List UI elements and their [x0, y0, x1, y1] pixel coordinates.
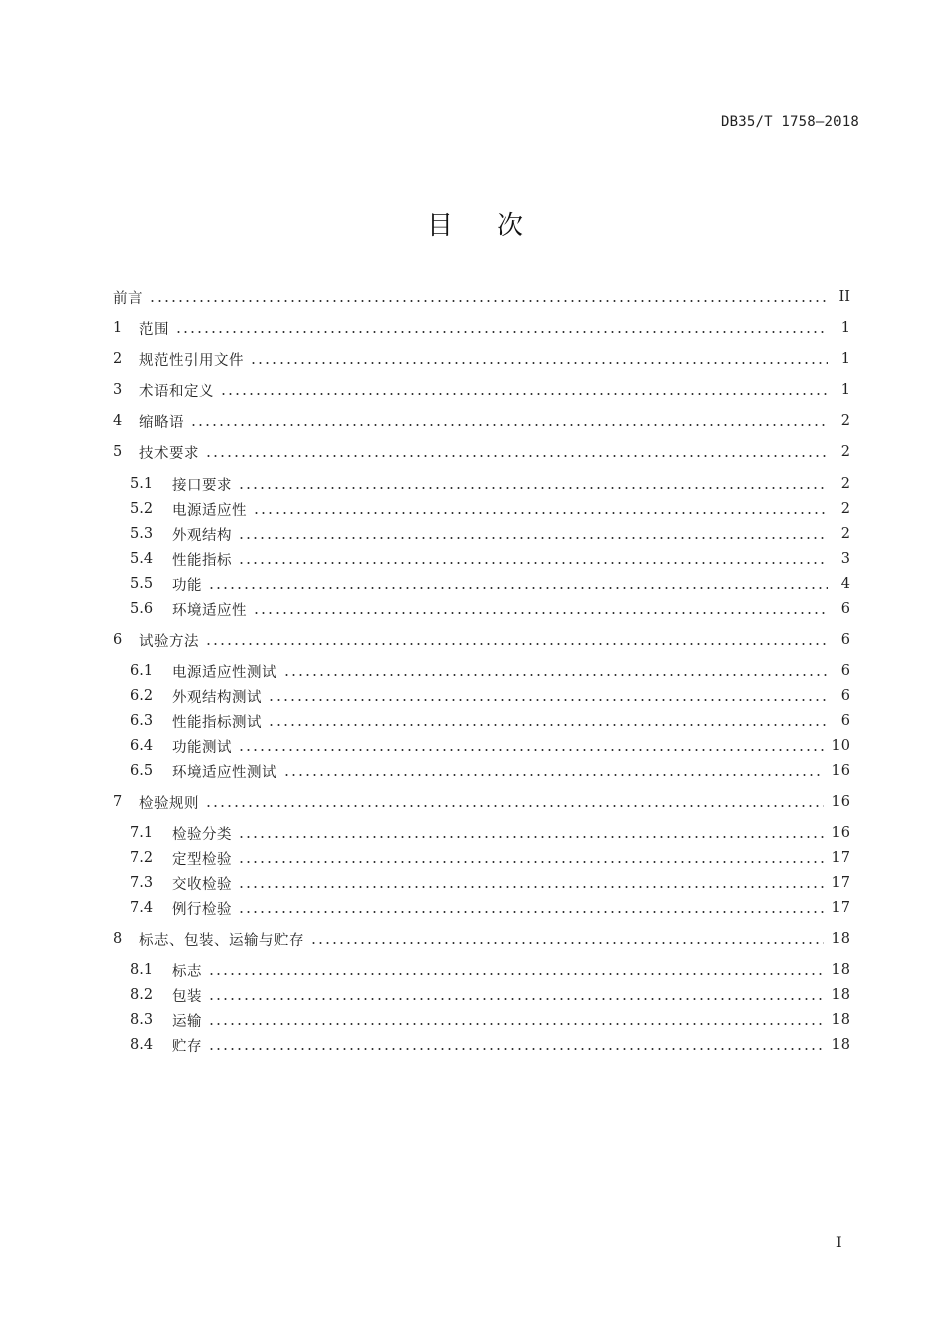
toc-entry-number: 5.3	[130, 526, 154, 542]
toc-leader-dots	[208, 973, 824, 975]
toc-entry-label: 前言	[113, 290, 143, 307]
toc-entry[interactable]	[130, 959, 850, 981]
toc-entry-page: 1	[840, 351, 850, 367]
toc-entry-number: 6.2	[130, 688, 154, 704]
toc-entry-page: 3	[840, 551, 850, 567]
toc-entry-page: 2	[840, 526, 850, 542]
toc-entry[interactable]	[130, 984, 850, 1006]
toc-leader-dots	[238, 861, 824, 863]
toc-entry[interactable]	[113, 441, 850, 463]
toc-entry[interactable]	[113, 928, 850, 950]
toc-entry-label: 运输	[172, 1013, 202, 1030]
page-title: 目次	[426, 211, 567, 241]
toc-entry-label: 功能	[172, 577, 202, 594]
toc-entry-number: 7.4	[130, 900, 154, 916]
toc-entry-page: 17	[831, 875, 850, 891]
toc-entry-number: 7.3	[130, 875, 154, 891]
toc-entry-number: 8.2	[130, 987, 154, 1003]
toc-entry-number: 7.2	[130, 850, 154, 866]
toc-entry-label: 定型检验	[172, 851, 232, 868]
toc-leader-dots	[220, 393, 828, 395]
toc-entry-label: 贮存	[172, 1038, 202, 1055]
toc-entry[interactable]	[130, 822, 850, 844]
toc-entry-label: 术语和定义	[139, 383, 214, 400]
toc-entry-number: 2	[113, 351, 123, 367]
toc-leader-dots	[268, 699, 828, 701]
toc-entry[interactable]	[113, 410, 850, 432]
toc-entry-number: 6.5	[130, 763, 154, 779]
toc-entry-label: 包装	[172, 988, 202, 1005]
toc-entry-label: 性能指标	[172, 552, 232, 569]
toc-entry[interactable]	[130, 847, 850, 869]
toc-leader-dots	[208, 1048, 824, 1050]
toc-leader-dots	[283, 774, 824, 776]
toc-leader-dots	[149, 300, 828, 302]
toc-entry-number: 5.6	[130, 601, 154, 617]
toc-leader-dots	[208, 1023, 824, 1025]
toc-leader-dots	[268, 724, 828, 726]
toc-entry[interactable]	[113, 317, 850, 339]
toc-entry-page: 2	[840, 476, 850, 492]
toc-entry[interactable]	[130, 548, 850, 570]
toc-entry-number: 8.3	[130, 1012, 154, 1028]
toc-leader-dots	[253, 612, 828, 614]
toc-entry-number: 8.1	[130, 962, 154, 978]
toc-entry[interactable]	[113, 629, 850, 651]
toc-entry-page: 2	[840, 501, 850, 517]
toc-entry-page: 4	[840, 576, 850, 592]
toc-entry[interactable]	[130, 760, 850, 782]
toc-leader-dots	[175, 331, 828, 333]
toc-entry-label: 检验分类	[172, 826, 232, 843]
toc-entry-page: 16	[831, 825, 850, 841]
toc-entry-label: 检验规则	[139, 795, 199, 812]
toc-leader-dots	[238, 537, 828, 539]
toc-entry-label: 缩略语	[139, 414, 184, 431]
toc-entry-label: 例行检验	[172, 901, 232, 918]
toc-leader-dots	[253, 512, 828, 514]
toc-entry[interactable]	[130, 735, 850, 757]
toc-leader-dots	[208, 587, 828, 589]
toc-entry[interactable]	[130, 710, 850, 732]
toc-leader-dots	[208, 998, 824, 1000]
toc-entry[interactable]	[130, 897, 850, 919]
toc-entry[interactable]	[130, 660, 850, 682]
toc-entry-label: 标志	[172, 963, 202, 980]
toc-entry-page: 2	[840, 413, 850, 429]
toc-entry-page: 2	[840, 444, 850, 460]
toc-entry[interactable]	[130, 872, 850, 894]
page-number: I	[836, 1235, 842, 1251]
toc-entry-page: 18	[831, 962, 850, 978]
toc-entry-page: 10	[831, 738, 850, 754]
toc-leader-dots	[238, 562, 828, 564]
toc-entry-label: 外观结构测试	[172, 689, 262, 706]
toc-entry-page: 6	[840, 663, 850, 679]
toc-entry-number: 5	[113, 444, 123, 460]
toc-entry-number: 6.1	[130, 663, 154, 679]
toc-entry[interactable]	[113, 791, 850, 813]
toc-entry-page: 1	[840, 382, 850, 398]
toc-entry-label: 外观结构	[172, 527, 232, 544]
toc-entry-page: 18	[831, 987, 850, 1003]
toc-entry-label: 接口要求	[172, 477, 232, 494]
toc-entry[interactable]	[130, 685, 850, 707]
toc-entry-page: 16	[831, 763, 850, 779]
toc-entry-page: 18	[831, 1037, 850, 1053]
toc-entry[interactable]	[130, 573, 850, 595]
toc-entry-number: 4	[113, 413, 123, 429]
toc-entry-label: 功能测试	[172, 739, 232, 756]
toc-entry-label: 性能指标测试	[172, 714, 262, 731]
toc-entry-page: 16	[831, 794, 850, 810]
toc-entry-number: 3	[113, 382, 123, 398]
toc-entry-number: 7	[113, 794, 123, 810]
toc-entry[interactable]	[130, 1034, 850, 1056]
toc-entry-label: 标志、包装、运输与贮存	[139, 932, 304, 949]
toc-entry-label: 范围	[139, 321, 169, 338]
toc-entry-page: 17	[831, 900, 850, 916]
toc-entry[interactable]	[130, 598, 850, 620]
toc-entry-page: 1	[840, 320, 850, 336]
toc-entry-label: 电源适应性测试	[172, 664, 277, 681]
toc-entry[interactable]	[130, 523, 850, 545]
toc-leader-dots	[190, 424, 828, 426]
toc-entry-label: 试验方法	[139, 633, 199, 650]
toc-entry-number: 7.1	[130, 825, 154, 841]
toc-entry-label: 规范性引用文件	[139, 352, 244, 369]
toc-entry-page: 6	[840, 713, 850, 729]
toc-entry-number: 5.1	[130, 476, 154, 492]
toc-entry-number: 6.3	[130, 713, 154, 729]
toc-entry-label: 技术要求	[139, 445, 199, 462]
toc-leader-dots	[250, 362, 828, 364]
toc-entry-label: 电源适应性	[172, 502, 247, 519]
toc-leader-dots	[310, 942, 824, 944]
toc-entry-page: 18	[831, 931, 850, 947]
toc-entry-number: 1	[113, 320, 123, 336]
toc-entry-label: 环境适应性	[172, 602, 247, 619]
toc-entry-number: 6.4	[130, 738, 154, 754]
toc-entry[interactable]	[130, 1009, 850, 1031]
toc-entry[interactable]	[113, 379, 850, 401]
toc-leader-dots	[238, 836, 824, 838]
toc-leader-dots	[238, 911, 824, 913]
toc-entry-number: 5.2	[130, 501, 154, 517]
toc-entry-number: 8.4	[130, 1037, 154, 1053]
toc-leader-dots	[205, 455, 828, 457]
toc-entry-label: 交收检验	[172, 876, 232, 893]
toc-leader-dots	[205, 805, 824, 807]
toc-entry[interactable]	[130, 498, 850, 520]
toc-entry-number: 8	[113, 931, 123, 947]
toc-entry-number: 6	[113, 632, 123, 648]
toc-entry[interactable]	[113, 348, 850, 370]
toc-entry-number: 5.4	[130, 551, 154, 567]
toc-entry-page: II	[838, 289, 850, 305]
toc-leader-dots	[283, 674, 828, 676]
toc-entry-label: 环境适应性测试	[172, 764, 277, 781]
toc-entry[interactable]	[113, 286, 850, 308]
toc-leader-dots	[238, 487, 828, 489]
toc-entry-page: 17	[831, 850, 850, 866]
toc-entry-page: 6	[840, 632, 850, 648]
toc-leader-dots	[205, 643, 828, 645]
toc-leader-dots	[238, 886, 824, 888]
toc-entry-page: 18	[831, 1012, 850, 1028]
toc-leader-dots	[238, 749, 824, 751]
toc-entry-page: 6	[840, 688, 850, 704]
toc-entry-page: 6	[840, 601, 850, 617]
document-code: DB35/T 1758—2018	[720, 114, 859, 130]
toc-entry[interactable]	[130, 473, 850, 495]
toc-entry-number: 5.5	[130, 576, 154, 592]
